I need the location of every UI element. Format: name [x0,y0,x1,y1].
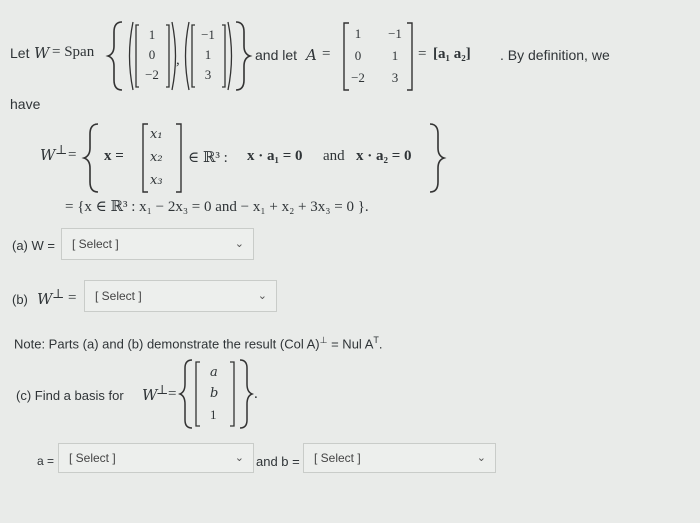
note-perp: ⊥ [319,335,328,345]
note-mid: = Nul A [327,336,374,352]
part-c-label: (c) Find a basis for [16,388,124,403]
part-b-label: (b) [12,292,28,307]
part-b-select[interactable] [84,280,277,312]
intro-eq-span: = Span [52,44,95,60]
note-text: Note: Parts (a) and (b) demonstrate the result (Col A) [14,336,320,352]
intro-eq: = [322,46,331,62]
intro-W: W [34,44,50,62]
part-c-eq: = [168,386,177,402]
basis-a: a [210,365,218,380]
v1-entry-2: 0 [148,47,156,62]
a-label: a = [37,454,55,468]
chevron-down-icon: ⌄ [234,451,244,464]
a-select[interactable] [58,443,254,473]
chevron-down-icon: ⌄ [476,451,486,464]
A-r3c2: 3 [391,70,399,85]
v1-entry-1: 1 [148,27,156,42]
A-r3c1: −2 [351,70,365,85]
chevron-down-icon: ⌄ [257,289,267,302]
note [14,335,383,351]
def-W: W [40,146,56,164]
part-a-label: (a) W = [12,238,55,253]
part-b-eq: = [68,290,77,306]
def-x-eq: x = [104,148,124,164]
b-select[interactable] [303,443,496,473]
def-cond1: x · a₁ = 0 [247,148,303,164]
basis-1: 1 [210,407,217,422]
def-x1: x₁ [150,127,163,142]
def-perp: ⊥ [55,142,68,157]
b-select-value: [ Select ] [314,451,361,465]
intro-A: A [306,46,317,64]
part-b-select-value: [ Select ] [95,289,142,303]
part-b-W: W [37,290,53,308]
def-and: and [323,148,345,164]
A-r1c2: −1 [388,26,402,41]
basis-b: b [210,386,219,401]
v2-entry-3: 3 [204,67,212,82]
vector-comma: , [176,52,180,68]
def-cond2: x · a₂ = 0 [356,148,412,164]
v2-entry-1: −1 [201,27,215,42]
intro-eq-2: = [418,46,427,62]
intro-let: Let [10,45,30,61]
def-in-R3: ∈ ℝ³ : [188,150,228,166]
def-x3: x₃ [150,173,163,188]
part-c-W: W [142,386,158,404]
intro-a-pair: [a₁ a₂] [433,46,471,62]
note-sup: T [373,335,379,345]
def-eq: = [68,147,77,163]
v2-entry-2: 1 [204,47,212,62]
A-r1c1: 1 [354,26,362,41]
intro-and-let: and let [255,47,298,63]
v1-entry-3: −2 [145,67,159,82]
part-c-period: . [254,386,258,402]
part-c-perp: ⊥ [156,382,169,397]
def-x2: x₂ [150,150,163,165]
part-a-select[interactable] [61,228,254,260]
a-select-value: [ Select ] [69,451,116,465]
note-end: . [378,336,383,352]
and-b-label: and b = [256,454,300,469]
A-r2c2: 1 [391,48,399,63]
intro-have: have [10,96,41,112]
intro-by-def: . By definition, we [500,47,610,63]
def-line2: = {x ∈ ℝ³ : x₁ − 2x₃ = 0 and − x₁ + x₂ + 3x₃ = 0 }. [65,199,369,215]
part-a-select-value: [ Select ] [72,237,119,251]
chevron-down-icon: ⌄ [234,237,244,250]
A-r2c1: 0 [354,48,362,63]
part-b-perp: ⊥ [52,286,65,301]
